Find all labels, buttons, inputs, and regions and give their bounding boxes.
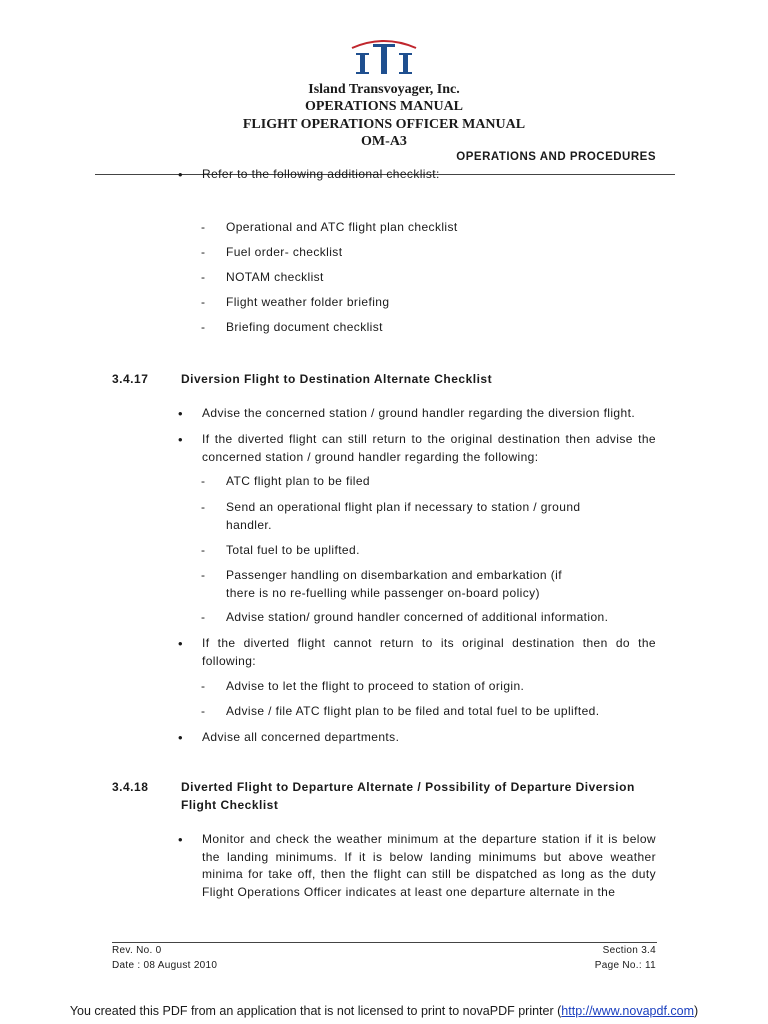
bullet-icon: • <box>178 832 183 847</box>
bullet-icon: • <box>178 432 183 447</box>
dash-icon: - <box>201 704 206 718</box>
notice-suffix: ) <box>694 1004 699 1018</box>
manual-subtitle: FLIGHT OPERATIONS OFFICER MANUAL <box>242 117 526 132</box>
footer-divider <box>112 942 657 943</box>
revision-number: Rev. No. 0 <box>112 945 162 956</box>
sub-item-text: Briefing document checklist <box>226 320 383 334</box>
bullet-text: Advise the concerned station / ground handler regarding the diversion flight. <box>202 406 636 420</box>
sub-item-text: Advise / file ATC flight plan to be filed and total fuel to be uplifted. <box>226 704 600 718</box>
sub-item-text: Flight weather folder briefing <box>226 295 390 309</box>
dash-icon: - <box>201 543 206 557</box>
manual-code: OM-A3 <box>361 134 407 149</box>
novapdf-link[interactable]: http://www.novapdf.com <box>561 1004 694 1018</box>
dash-icon: - <box>201 295 206 309</box>
sub-item-text: Advise to let the flight to proceed to station of origin. <box>226 679 525 693</box>
bullet-icon: • <box>178 167 183 182</box>
sub-item-text: Advise station/ ground handler concerned of additional information. <box>226 610 609 624</box>
bullet-text: If the diverted flight cannot return to its original destination then do the following: <box>202 636 656 668</box>
bullet-icon: • <box>178 406 183 421</box>
section-heading: OPERATIONS AND PROCEDURES <box>456 151 656 163</box>
bullet-text: Monitor and check the weather minimum at the departure station if it is below the landing minimums. If it is below landing minimums but above weather minima for take off, then the flight can still be dispatched as long as the duty Flight Operations Officer indicates at least one departure alternate in the <box>202 832 656 899</box>
dash-icon: - <box>201 679 206 693</box>
bullet-text: Advise all concerned departments. <box>202 730 400 744</box>
dash-icon: - <box>201 220 206 234</box>
dash-icon: - <box>201 610 206 624</box>
sub-item-text: ATC flight plan to be filed <box>226 474 370 488</box>
company-name: Island Transvoyager, Inc. <box>308 82 460 97</box>
bullet-icon: • <box>178 636 183 651</box>
section-number: 3.4.18 <box>112 780 149 794</box>
sub-item-text: Operational and ATC flight plan checklist <box>226 220 458 234</box>
sub-item-text: Total fuel to be uplifted. <box>226 543 360 557</box>
dash-icon: - <box>201 500 206 514</box>
bullet-text: If the diverted flight can still return to the original destination then advise the concerned station / ground handler regarding the following: <box>202 432 656 464</box>
section-title: Diverted Flight to Departure Alternate / Possibility of Departure Diversion Flight Checklist <box>181 780 635 812</box>
license-notice <box>0 1004 768 1018</box>
dash-icon: - <box>201 568 206 582</box>
dash-icon: - <box>201 320 206 334</box>
sub-item-text: Send an operational flight plan if necessary to station / ground handler. <box>226 500 581 532</box>
dash-icon: - <box>201 245 206 259</box>
revision-date: Date : 08 August 2010 <box>112 960 218 971</box>
company-logo <box>0 36 768 76</box>
section-title: Diversion Flight to Destination Alternate Checklist <box>181 372 493 386</box>
dash-icon: - <box>201 270 206 284</box>
notice-prefix: You created this PDF from an application that is not licensed to print to novaPDF printer ( <box>69 1004 562 1018</box>
page-number: Page No.: 11 <box>594 960 656 971</box>
bullet-icon: • <box>178 730 183 745</box>
bullet-text: Refer to the following additional checklist: <box>202 167 440 181</box>
sub-item-text: Fuel order- checklist <box>226 245 343 259</box>
iti-logo-icon <box>0 36 768 76</box>
sub-item-text: Passenger handling on disembarkation and embarkation (if there is no re-fuelling while passenger on-board policy) <box>226 568 562 600</box>
sub-item-text: NOTAM checklist <box>226 270 324 284</box>
dash-icon: - <box>201 474 206 488</box>
manual-title: OPERATIONS MANUAL <box>304 99 464 114</box>
section-reference: Section 3.4 <box>602 945 656 956</box>
section-number: 3.4.17 <box>112 372 149 386</box>
